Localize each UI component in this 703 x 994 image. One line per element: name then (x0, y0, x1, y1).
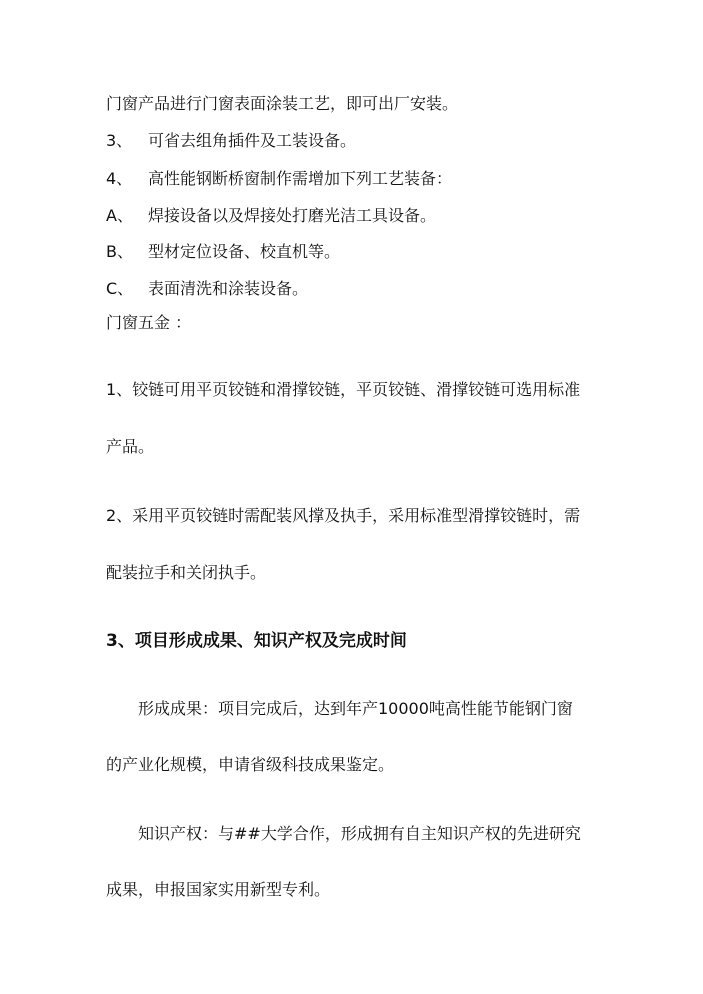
result-paragraph-line-2: 的产业化规模，申请省级科技成果鉴定。 (106, 755, 395, 774)
list-item-a (106, 206, 436, 226)
list-marker: 3、 (106, 131, 133, 150)
list-item-text: 型材定位设备、校直机等。 (148, 242, 341, 261)
hardware-item-2-line-1: 2、采用平页铰链时需配装风撑及执手，采用标准型滑撑铰链时，需 (106, 506, 581, 525)
list-item-c (106, 279, 308, 299)
section-heading: 3、项目形成成果、知识产权及完成时间 (106, 631, 407, 651)
hardware-title: 门窗五金 ： (106, 313, 192, 332)
list-marker: 4、 (106, 169, 133, 188)
continuation-line: 门窗产品进行门窗表面涂装工艺，即可出厂安装。 (106, 94, 459, 113)
hardware-item-1-line-2: 产品。 (106, 437, 155, 456)
list-item-text: 表面清洗和涂装设备。 (148, 279, 309, 298)
list-item-text: 焊接设备以及焊接处打磨光洁工具设备。 (148, 206, 437, 225)
hardware-item-2-line-2: 配装拉手和关闭执手。 (106, 563, 267, 582)
list-item-text: 可省去组角插件及工装设备。 (148, 131, 357, 150)
list-item-4 (106, 169, 452, 189)
list-marker: B、 (106, 242, 133, 261)
list-item-3 (106, 131, 356, 151)
hardware-item-1-line-1: 1、铰链可用平页铰链和滑撑铰链，平页铰链、滑撑铰链可选用标准 (106, 380, 581, 399)
list-marker: A、 (106, 206, 133, 225)
list-marker: C、 (106, 279, 134, 298)
list-item-b (106, 242, 340, 262)
ip-paragraph-line-1: 知识产权：与##大学合作，形成拥有自主知识产权的先进研究 (138, 824, 581, 843)
result-paragraph-line-1: 形成成果：项目完成后，达到年产10000吨高性能节能钢门窗 (138, 699, 573, 718)
list-item-text: 高性能钢断桥窗制作需增加下列工艺装备： (148, 169, 453, 188)
ip-paragraph-line-2: 成果，申报国家实用新型专利。 (106, 880, 331, 899)
